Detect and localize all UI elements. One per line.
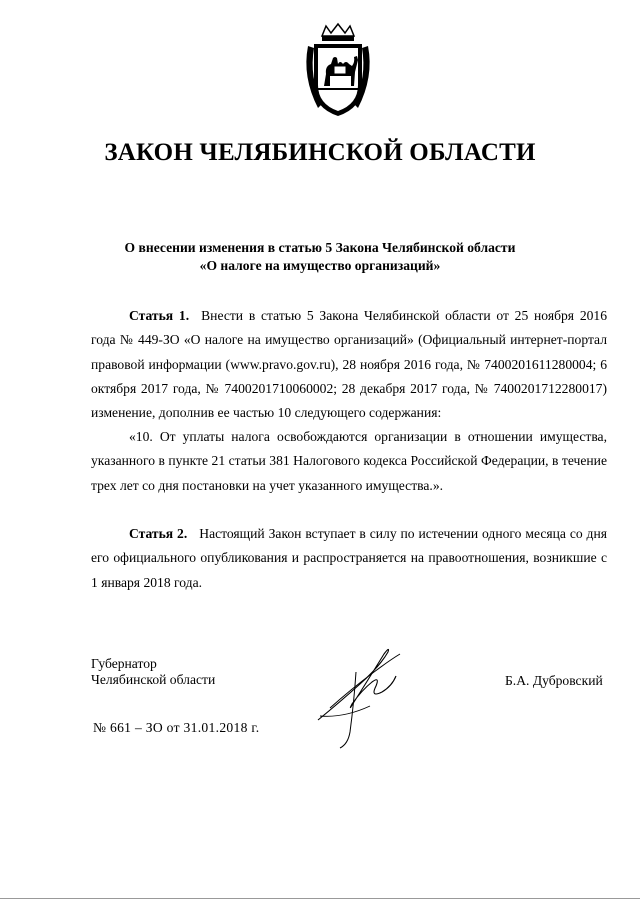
- page-title: ЗАКОН ЧЕЛЯБИНСКОЙ ОБЛАСТИ: [104, 139, 536, 166]
- article-2-paragraph: [91, 522, 607, 595]
- subtitle-line-1: О внесении изменения в статью 5 Закона Челябинской области: [124, 240, 516, 255]
- page-bottom-divider: [0, 898, 640, 899]
- governor-name: Б.А. Дубровский: [505, 673, 603, 688]
- article-1-paragraph: [91, 304, 607, 425]
- article-1-text: Внести в статью 5 Закона Челябинской области от 25 ноября 2016 года № 449-ЗО «О налоге на имущество организаций» (Официальный интернет-портал правовой информации (www.pravo.gov.ru), 28 ноября 2016 года, № 7400201611280004; 6 октября 2017 года, № 7400201710060002; 28 декабря 2017 года, № 7400201712280017) изменение, дополнив ее частью 10 следующего содержания:: [91, 308, 608, 421]
- subtitle-line-2: «О налоге на имущество организаций»: [199, 258, 441, 273]
- governor-region: Челябинской области: [91, 672, 216, 687]
- governor-title: Губернатор: [91, 656, 157, 671]
- signature-icon: [310, 632, 410, 752]
- law-number: № 661 – ЗО от 31.01.2018 г.: [93, 720, 260, 735]
- governor-position: [91, 656, 215, 688]
- article-1-quote: «10. От уплаты налога освобождаются организации в отношении имущества, указанного в пункте 21 статьи 381 Налогового кодекса Российской Федерации, в течение трех лет со дня постановки на учет указанного имущества.».: [91, 429, 607, 493]
- article-2-text: Настоящий Закон вступает в силу по истечении одного месяца со дня его официального опубликования и распространяется на правоотношения, возникшие с 1 января 2018 года.: [91, 526, 607, 590]
- article-2-label: Статья 2.: [129, 526, 188, 541]
- law-subtitle: [0, 239, 640, 275]
- article-1-label: Статья 1.: [129, 308, 190, 323]
- coat-of-arms-icon: [300, 22, 376, 122]
